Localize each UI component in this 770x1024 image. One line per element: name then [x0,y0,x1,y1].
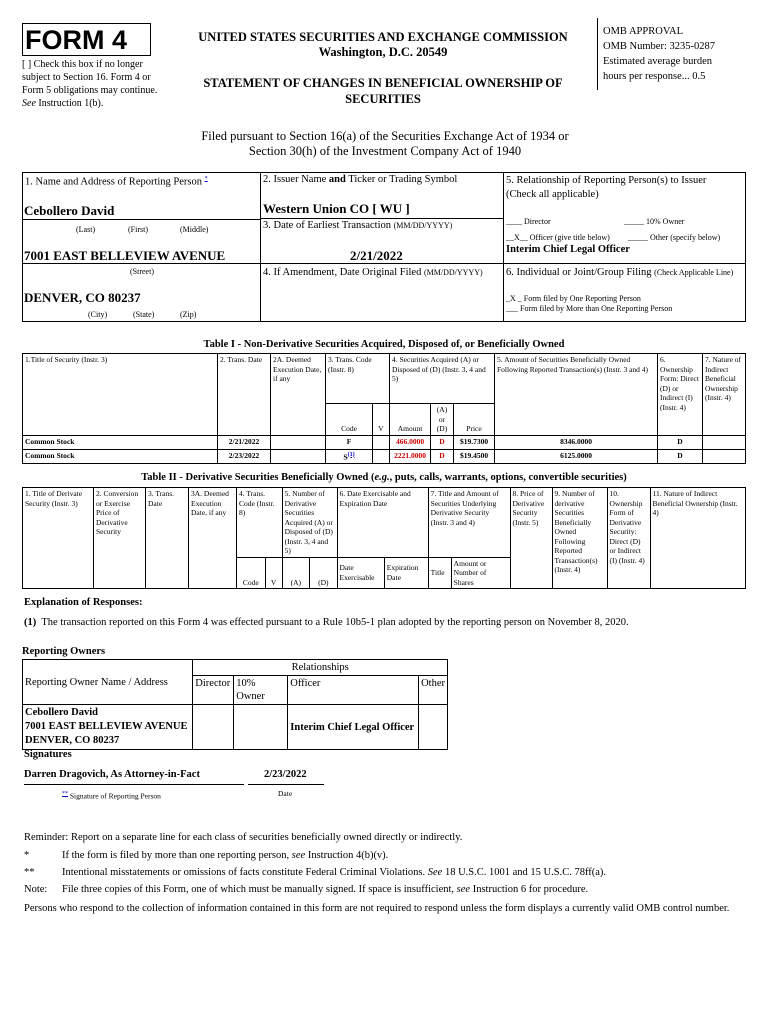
t1-h-price: Price [454,404,495,436]
t2-h-code-sub: Code [237,557,266,589]
t1-h-owned: 5. Amount of Securities Beneficially Owned Following Reported Transaction(s) (Instr. 3 and 4) [495,354,658,436]
box6-label: 6. Individual or Joint/Group Filing (Check Applicable Line) [506,267,734,278]
row-nature [703,435,746,449]
owners-col-10pct: 10% Owner [234,676,288,705]
omb-approval: OMB APPROVAL [603,26,684,37]
row-v [373,435,390,449]
row-code: $S^{(1)}$ [326,449,373,463]
row-security: Common Stock [23,449,218,463]
t2-h-date: 3. Trans. Date [146,488,189,589]
owners-heading: Reporting Owners [22,646,106,657]
owner-director [193,705,234,750]
box3-label: 3. Date of Earliest Transaction (MM/DD/YYYY) [263,220,453,231]
grid-line-46 [260,263,746,264]
owner-officer: Interim Chief Legal Officer [288,705,419,750]
owners-table [22,659,448,750]
t2-h-number: 5. Number of Derivative Securities Acquired (A) or Disposed of (D) (Instr. 3, 4 and 5) [282,488,337,558]
row-ad: D [431,449,454,463]
table1-non-derivative [22,353,746,464]
label-middle: (Middle) [180,225,209,234]
t1-h-title: 1.Title of Security (Instr. 3) [23,354,218,436]
earliest-transaction-date: 2/21/2022 [350,248,403,263]
omb-burden-2: hours per response... 0.5 [603,71,706,82]
t1-h-v: V [373,404,390,436]
t2-h-a: (A) [282,557,309,589]
omb-disclaimer: Persons who respond to the collection of information contained in this form are not required to respond unless the form displays a currently valid OMB control number. [24,903,730,914]
row-code: F [326,435,373,449]
t1-h-code: 3. Trans. Code (Instr. 8) [326,354,390,404]
t2-h-date-ex: Date Exercisable [337,557,384,589]
agency-name: UNITED STATES SECURITIES AND EXCHANGE COMMISSION [198,30,568,44]
filed-pursuant: Filed pursuant to Section 16(a) of the Securities Exchange Act of 1934 or Section 30(h) of the Investment Company Act of 1940 [201,129,569,158]
box5-label: 5. Relationship of Reporting Person(s) to Issuer (Check all applicable) [506,175,707,200]
row-price: $19.7300 [454,435,495,449]
note-star-marker: * [24,850,30,861]
table1-title: Table I - Non-Derivative Securities Acquired, Disposed of, or Beneficially Owned [203,339,565,350]
t2-h-d: (D) [310,557,337,589]
footnote-1: (1) The transaction reported on this Form 4 was effected pursuant to a Rule 10b5-1 plan adopted by the reporting person on November 8, 2020. [24,617,629,628]
signature-line [24,784,244,785]
row-amount: 466.0000 [390,435,431,449]
label-last: (Last) [76,225,96,234]
date-line [248,784,324,785]
table-row [23,435,746,449]
omb-box [603,24,715,84]
reporting-person-street: 7001 EAST BELLEVIEW AVENUE [24,248,226,263]
owners-col-director: Director [193,676,234,705]
signer-name: Darren Dragovich, As Attorney-in-Fact [24,769,200,780]
reporting-person-name: Cebollero David [24,203,115,218]
row-date: 2/23/2022 [218,449,271,463]
owner-other [419,705,448,750]
t2-h-price: 8. Price of Derivative Security (Instr. 5) [510,488,552,589]
signature-footnote[interactable]: ** [62,791,68,797]
row-deemed [271,449,326,463]
omb-number: OMB Number: 3235-0287 [603,41,715,52]
table2-title: Table II - Derivative Securities Beneficially Owned (e.g., puts, calls, warrants, options, convertible securities) [141,472,627,483]
t1-h-form: 6. Ownership Form: Direct (D) or Indirect (I) (Instr. 4) [658,354,703,436]
agency-location: Washington, D.C. 20549 [318,45,448,59]
t2-h-v: V [265,557,282,589]
row-price: $19.4500 [454,449,495,463]
row-nature [703,449,746,463]
owners-col-officer: Officer [288,676,419,705]
table-row [23,705,448,750]
t2-h-conversion: 2. Conversion or Exercise Price of Derivative Security [94,488,146,589]
name-underline [22,219,260,220]
t2-h-form: 10. Ownership Form of Derivative Security: Direct (D) or Indirect (I) (Instr. 4) [607,488,650,589]
row-owned: 6125.0000 [495,449,658,463]
relationship-director: ____ Director [506,217,551,226]
t1-h-deemed: 2A. Deemed Execution Date, if any [271,354,326,436]
note-doublestar: Intentional misstatements or omissions of facts constitute Federal Criminal Violations. See 18 U.S.C. 1001 and 15 U.S.C. 78ff(a). [62,867,607,878]
t2-h-ul-amount: Amount or Number of Shares [451,557,510,589]
note-doublestar-marker: ** [24,867,35,878]
statement-title: STATEMENT OF CHANGES IN BENEFICIAL OWNERSHIP OF SECURITIES [203,76,563,106]
t2-h-deemed: 3A. Deemed Execution Date, if any [189,488,237,589]
signatures-heading: Signatures [24,749,72,760]
grid-line-23 [260,218,504,219]
omb-burden-1: Estimated average burden [603,56,713,67]
label-state: (State) [133,310,155,319]
relationship-10pct: _____ 10% Owner [624,217,685,226]
relationship-officer: __X__ Officer (give title below) [506,233,610,242]
grid-divider-1 [260,172,261,322]
explanation-heading: Explanation of Responses: [24,597,143,608]
t2-h-nature: 11. Nature of Indirect Beneficial Ownership (Instr. 4) [650,488,746,589]
form-title-box [22,23,151,56]
note-label: Note: [24,884,48,895]
t1-h-date: 2. Trans. Date [218,354,271,436]
owners-col-relationships: Relationships [193,660,448,676]
t2-h-underlying: 7. Title and Amount of Securities Underlying Derivative Security (Instr. 3 and 4) [428,488,510,558]
reporting-person-city: DENVER, CO 80237 [24,290,141,305]
reminder: Reminder: Report on a separate line for each class of securities beneficially owned directly or indirectly. [24,832,463,843]
owners-col-other: Other [419,676,448,705]
t2-h-exp: Expiration Date [384,557,428,589]
box4-label: 4. If Amendment, Date Original Filed (MM/DD/YYYY) [263,267,483,278]
row-date: 2/21/2022 [218,435,271,449]
table-row [23,449,746,463]
box1-footnote-star[interactable]: * [204,176,208,182]
row-v [373,449,390,463]
t1-h-nature: 7. Nature of Indirect Beneficial Ownership (Instr. 4) [703,354,746,436]
t1-h-acquired: 4. Securities Acquired (A) or Disposed of (D) (Instr. 3, 4 and 5) [390,354,495,404]
t2-h-ul-title: Title [428,557,451,589]
filing-multiple-persons: ___ Form filed by More than One Reporting Person [506,304,673,313]
label-first: (First) [128,225,148,234]
row-deemed [271,435,326,449]
row-amount: 2221.0000 [390,449,431,463]
row-owned: 8346.0000 [495,435,658,449]
owner-10pct [234,705,288,750]
t1-h-aord: (A) or (D) [431,404,454,436]
row-ad: D [431,435,454,449]
t2-h-owned: 9. Number of derivative Securities Beneficially Owned Following Reported Transaction(s) (Instr. 4) [552,488,607,589]
box1-label: 1. Name and Address of Reporting Person * [25,176,208,188]
signature-date: 2/23/2022 [264,769,307,780]
issuer-name: Western Union CO [ WU ] [263,201,410,216]
form-title: FORM 4 [25,25,128,55]
t1-h-code-sub: Code [326,404,373,436]
t2-h-code: 4. Trans. Code (Instr. 8) [237,488,283,558]
label-zip: (Zip) [180,310,197,319]
filing-one-person: _X _ Form filed by One Reporting Person [506,294,641,303]
footnote-1-link[interactable]: (1) [347,451,355,458]
note-star: If the form is filed by more than one reporting person, see Instruction 4(b)(v). [62,850,389,861]
officer-title: Interim Chief Legal Officer [506,244,630,255]
date-label: Date [278,789,293,798]
box2-label: 2. Issuer Name and Ticker or Trading Symbol [263,174,458,185]
label-city: (City) [88,310,108,319]
note-copies: File three copies of this Form, one of which must be manually signed. If space is insufficient, see Instruction 6 for procedure. [62,884,589,895]
check-box-note[interactable]: [ ] Check this box if no longer subject to Section 16. Form 4 or Form 5 obligations may continue. See Instruction 1(b). [22,59,158,109]
street-underline [22,263,260,264]
relationship-other: _____ Other (specify below) [628,233,721,242]
row-form: D [658,435,703,449]
omb-divider [597,18,598,90]
table2-derivative [22,487,746,589]
label-street: (Street) [130,267,154,276]
t1-h-amount: Amount [390,404,431,436]
owner-address: Cebollero David 7001 EAST BELLEVIEW AVENUE DENVER, CO 80237 [23,705,193,750]
grid-divider-2 [503,172,504,322]
t2-h-title: 1. Title of Derivate Security (Instr. 3) [23,488,94,589]
signature-label: ** Signature of Reporting Person [62,791,161,801]
row-security: Common Stock [23,435,218,449]
owners-col-name: Reporting Owner Name / Address [23,660,193,705]
row-form: D [658,449,703,463]
t2-h-exercisable: 6. Date Exercisable and Expiration Date [337,488,428,558]
